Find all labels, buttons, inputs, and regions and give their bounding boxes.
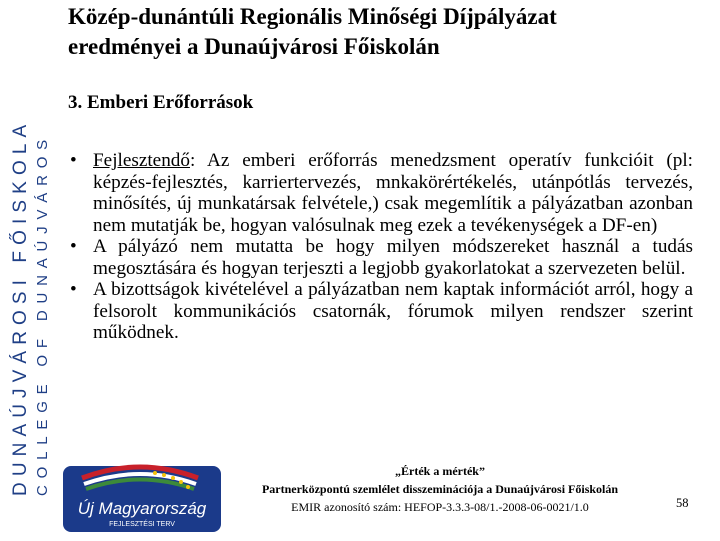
star-icon <box>153 471 157 475</box>
logo-title: Új Magyarország <box>77 499 207 518</box>
star-icon <box>179 480 183 484</box>
bullet-item: • A pályázó nem mutatta be hogy milyen módszereket használ a tudás megosztására és hogyan terjeszti a legjobb gyakorlatokat a szervezeten belül. <box>68 236 693 279</box>
college-name-english: COLLEGE OF DUNAÚJVÁROS <box>34 133 51 496</box>
section-subtitle: 3. Emberi Erőforrások <box>68 92 254 113</box>
page-number: 58 <box>676 496 689 510</box>
logo-graphic <box>60 456 226 536</box>
vertical-college-name <box>0 0 60 540</box>
bullet-item <box>68 150 693 236</box>
footer-project-desc: Partnerközpontú szemlélet disszeminációja a Dunaújvárosi Főiskolán <box>261 482 619 496</box>
uj-magyarorszag-logo <box>60 456 226 536</box>
footer <box>228 462 652 516</box>
star-icon <box>171 476 175 480</box>
star-icon <box>162 473 166 477</box>
college-name-hungarian: DUNAÚJVÁROSI FŐISKOLA <box>10 118 31 496</box>
title-line-2: eredményei a Dunaújvárosi Főiskolán <box>68 34 440 59</box>
logo-subtitle: FEJLESZTÉSI TERV <box>109 521 175 528</box>
bullet-item: • A bizottságok kivételével a pályázatban nem kaptak információt arról, hogy a felsorolt kommunikációs csatornák, fórumok milyen rendszer szerint működnek. <box>68 279 693 344</box>
bullet-lead-underlined: Fejlesztendő <box>93 150 190 171</box>
bullet-text: : Az emberi erőforrás menedzsment operatív funkcióit (pl: képzés-fejlesztés, karriertervezés, mnkakörértékelés, utánpótlás tervezés, minősítés, új munkatársak felvétele,) csak megemlítik a pályázatban azonban nem mutatják be, hogyan valósulnak meg ezek a tevékenységek a DF-en) <box>93 150 693 236</box>
star-icon <box>186 485 190 489</box>
bullet-list <box>68 150 693 344</box>
title-line-1: Közép-dunántúli Regionális Minőségi Díjpályázat <box>68 4 557 29</box>
slide-title <box>68 2 708 62</box>
footer-emir-id: EMIR azonosító szám: HEFOP-3.3.3-08/1.-2008-06-0021/1.0 <box>291 500 589 514</box>
footer-project-title: „Érték a mérték” <box>395 464 485 478</box>
